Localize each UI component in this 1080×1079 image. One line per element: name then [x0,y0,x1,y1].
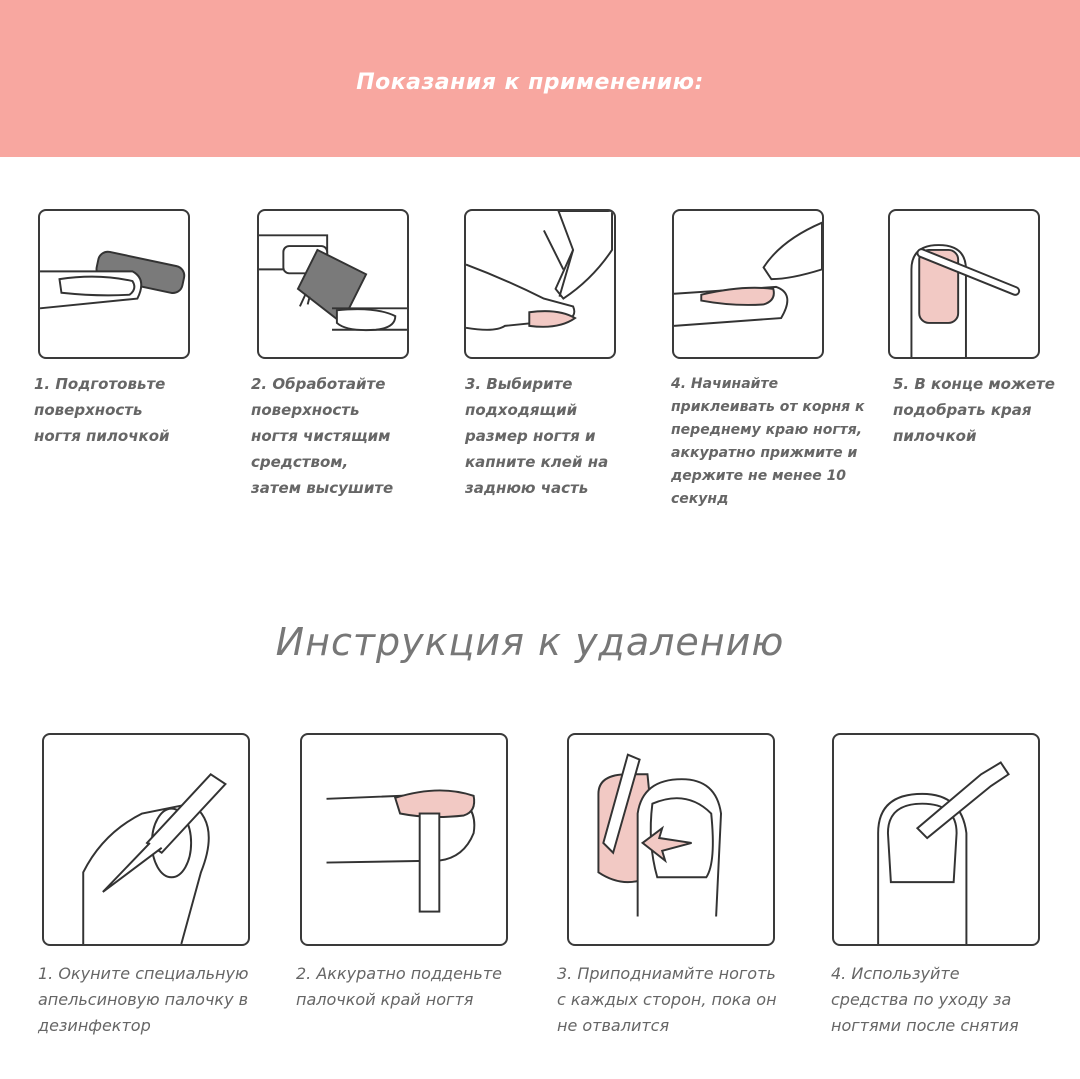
apply-step-5-caption: 5. В конце можете подобрать края пилочкой [893,375,1055,445]
remove-step-4-illustration [832,733,1040,946]
remove-step-4-caption: 4. Используйте средства по уходу за ногтями после снятия [831,964,1019,1035]
nail-file-icon [40,211,188,357]
apply-step-1-caption: 1. Подготовьте поверхность ногтя пилочкой [34,375,170,445]
press-nail-icon [674,211,822,357]
finish-file-icon [890,211,1038,357]
banner-title: Показания к применению: [356,70,704,95]
lift-edge-icon [302,735,506,944]
apply-step-4-caption: 4. Начинайте приклеивать от корня к переднему краю ногтя, аккуратно прижмите и держите не менее 10 секунд [671,376,865,507]
apply-step-4-illustration [672,209,824,359]
apply-step-2-caption: 2. Обработайте поверхность ногтя чистящим средством, затем высушите [251,375,394,497]
remove-step-1-caption: 1. Окуните специальную апельсиновую палочку в дезинфектор [38,964,249,1035]
cleaning-pad-icon [259,211,407,357]
remove-step-1-illustration [42,733,250,946]
apply-step-2-illustration [257,209,409,359]
orange-stick-icon [44,735,248,944]
remove-step-3-illustration [567,733,775,946]
apply-step-5-illustration [888,209,1040,359]
glue-drop-icon [466,211,614,357]
apply-step-1-illustration [38,209,190,359]
remove-step-2-illustration [300,733,508,946]
apply-step-3-caption: 3. Выбирите подходящий размер ногтя и капните клей на заднюю часть [465,375,609,497]
nail-care-icon [834,735,1038,944]
remove-step-3-caption: 3. Приподниамйте ноготь с каждых сторон, пока он не отвалится [557,964,777,1035]
apply-step-3-illustration [464,209,616,359]
header-banner [0,0,1080,157]
remove-step-2-caption: 2. Аккуратно подденьте палочкой край ногтя [296,964,502,1009]
removal-title: Инструкция к удалению [275,620,785,664]
peel-nail-icon [569,735,773,944]
